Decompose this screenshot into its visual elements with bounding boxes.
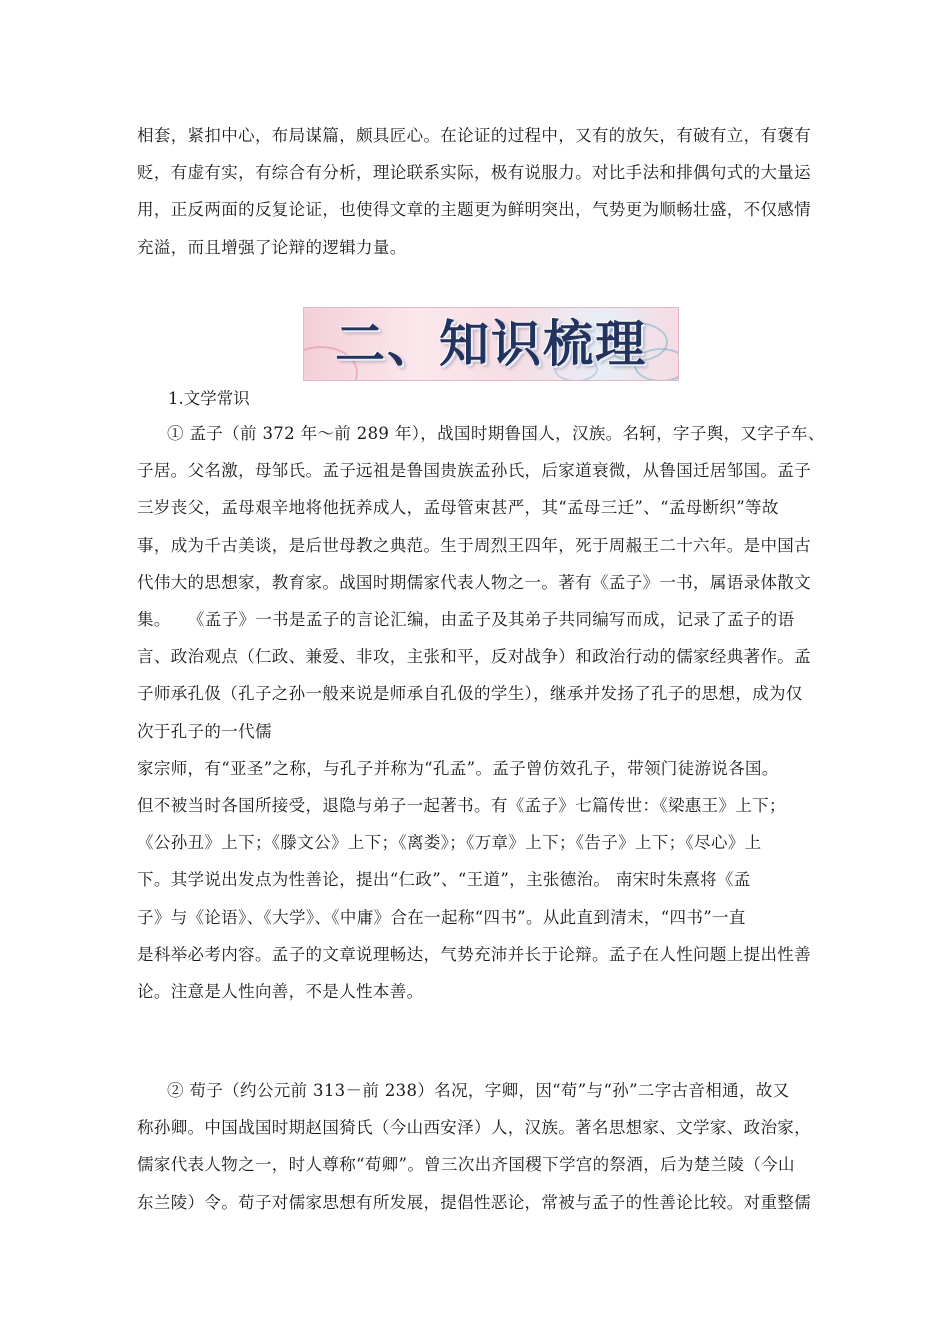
text-line: 言、政治观点（仁政、兼爱、非攻，主张和平，反对战争）和政治行动的儒家经典著作。孟 bbox=[137, 647, 811, 667]
mencius-paragraph bbox=[137, 415, 825, 1010]
text-line: 儒家代表人物之一，时人尊称“荀卿”。曾三次出齐国稷下学宫的祭酒，后为楚兰陵（今山 bbox=[137, 1155, 795, 1175]
text-line: 三岁丧父，孟母艰辛地将他抚养成人，孟母管束甚严，其“孟母三迁”、“孟母断织”等故 bbox=[137, 498, 779, 518]
text-line: 子居。父名激，母邹氏。孟子远祖是鲁国贵族孟孙氏，后家道衰微，从鲁国迁居邹国。孟子 bbox=[137, 461, 811, 481]
text-line: 集。 《孟子》一书是孟子的言论汇编，由孟子及其弟子共同编写而成，记录了孟子的语 bbox=[137, 610, 795, 630]
text-line: 子》与《论语》、《大学》、《中庸》合在一起称“四书”。从此直到清末，“四书”一直 bbox=[137, 907, 746, 927]
xunzi-paragraph bbox=[137, 1072, 814, 1221]
text-line: 贬，有虚有实，有综合有分析，理论联系实际，极有说服力。对比手法和排偶句式的大量运 bbox=[137, 163, 811, 183]
section-heading: 1.文学常识 bbox=[168, 389, 250, 408]
text-line: 但不被当时各国所接受，退隐与弟子一起著书。有《孟子》七篇传世：《梁惠王》上下； bbox=[137, 796, 786, 816]
intro-paragraph bbox=[137, 117, 814, 266]
text-line: 家宗师，有“亚圣”之称，与孔子并称为“孔孟”。孟子曾仿效孔子，带领门徒游说各国。 bbox=[137, 758, 779, 778]
text-line: 次于孔子的一代儒 bbox=[137, 721, 272, 741]
text-line: 相套，紧扣中心，布局谋篇，颇具匠心。在论证的过程中，又有的放矢，有破有立，有褒有 bbox=[137, 126, 811, 145]
text-line: 用，正反两面的反复论证，也使得文章的主题更为鲜明突出，气势更为顺畅壮盛，不仅感情 bbox=[137, 200, 811, 220]
text-line: 充溢，而且增强了论辩的逻辑力量。 bbox=[137, 237, 407, 257]
text-line: 事，成为千古美谈，是后世母教之典范。生于周烈王四年，死于周赧王二十六年。是中国古 bbox=[137, 535, 811, 555]
text-line: 《公孙丑》上下；《滕文公》上下；《离娄》；《万章》上下；《告子》上下；《尽心》上 bbox=[137, 833, 762, 853]
text-line: 东兰陵）令。荀子对儒家思想有所发展，提倡性恶论，常被与孟子的性善论比较。对重整儒 bbox=[137, 1192, 811, 1212]
text-line: 子师承孔伋（孔子之孙一般来说是师承自孔伋的学生），继承并发扬了孔子的思想，成为仅 bbox=[137, 684, 803, 704]
text-line: 下。其学说出发点为性善论，提出“仁政”、“王道”，主张德治。 南宋时朱熹将《孟 bbox=[137, 870, 751, 890]
text-line: 称孙卿。中国战国时期赵国猗氏（今山西安泽）人，汉族。著名思想家、文学家、政治家， bbox=[137, 1118, 811, 1138]
text-line: 论。注意是人性向善，不是人性本善。 bbox=[137, 982, 424, 1002]
text-line: ② 荀子（约公元前 313－前 238）名况，字卿，因“荀”与“孙”二字古音相通，故又 bbox=[167, 1081, 790, 1100]
section-banner-image bbox=[303, 307, 679, 381]
text-line: 是科举必考内容。孟子的文章说理畅达，气势充沛并长于论辩。孟子在人性问题上提出性善 bbox=[137, 944, 811, 964]
text-line: ① 孟子（前 372 年～前 289 年），战国时期鲁国人，汉族。名轲，字子舆，又字子车、 bbox=[167, 424, 825, 443]
text-line: 代伟大的思想家，教育家。战国时期儒家代表人物之一。著有《孟子》一书，属语录体散文 bbox=[137, 572, 811, 592]
banner-title: 二、知识梳理 bbox=[335, 315, 647, 373]
